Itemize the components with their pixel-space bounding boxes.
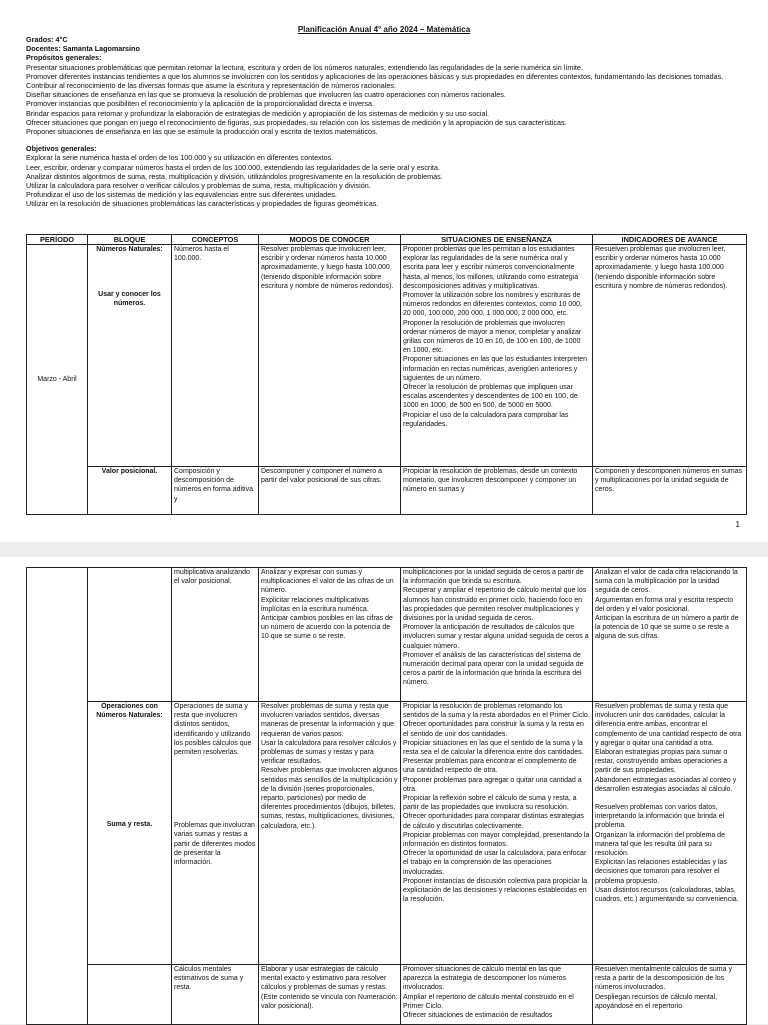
header-block: BLOQUE bbox=[88, 235, 172, 245]
modes-cell bbox=[259, 568, 401, 702]
objective-item: Leer, escribir, ordenar y comparar números hasta el orden de los 100.000, extendiendo las regularidades de la serie oral y escrita. bbox=[26, 162, 440, 172]
situation-item: Promover la utilización sobre los nombres y escrituras de números redondos en diferentes contextos, como 10 000, 20 000, 100 000, 200 000, 1 000 000, 2 000 000, etc. bbox=[403, 292, 582, 318]
purpose-item: Presentar situaciones problemáticas que permitan retomar la lectura, escritura y orden de los números naturales, extendiendo las regularidades de la serie numérica sin límite. bbox=[26, 62, 583, 72]
document-title: Planificación Anual 4° año 2024 – Matemática bbox=[297, 25, 471, 34]
block-title: Operaciones con Números Naturales: bbox=[96, 703, 163, 720]
indicator-item: Explicitan las relaciones establecidas y las decisiones que tomaron para resolver el problema propuesto. bbox=[595, 859, 727, 885]
block-cell bbox=[88, 965, 172, 1025]
indicators-cell bbox=[593, 965, 747, 1025]
block-cell bbox=[88, 245, 172, 467]
intro-section bbox=[26, 35, 746, 209]
period-cell bbox=[27, 568, 88, 1025]
situation-item: Proponer situaciones en las que los estudiantes interpreten información en rectas numéricas, averigüen anteriores y siguientes de un número. bbox=[403, 356, 588, 382]
indicator-item: Abandonen estrategias asociadas al conteo y desarrollen estrategias asociadas al cálculo. bbox=[595, 776, 737, 793]
situation-item: Proponer problemas que les permitan a los estudiantes explorar las regularidades de la serie numérica oral y escrita para leer y escribir números convencionalmente hasta, al menos, los millones, utilizando como estrategia descomposiciones aditivas y multiplicativas. bbox=[403, 246, 579, 290]
situation-item: Propiciar problemas con mayor complejidad, presentando la información en distintos formatos. bbox=[403, 831, 590, 849]
modes-cell bbox=[259, 702, 401, 965]
indicators-cell: Resuelven problemas que involucren leer, escribir y ordenar números hasta 10.000 aproximadamente, y luego hasta 100.000 (teniendo disponible información sobre escritura y nombre de números redondos). bbox=[593, 245, 747, 467]
purposes-heading: Propósitos generales: bbox=[26, 53, 102, 63]
situation-item: Proponer problemas para agregar o quitar una cantidad a otra. bbox=[403, 776, 582, 793]
mode-item: Usar la calculadora para resolver cálculos y problemas de sumas y restas y para verificar resultados. bbox=[261, 739, 397, 766]
objective-item: Utilizar en la resolución de situaciones problemáticas las características y propiedades de figuras geométricas. bbox=[26, 199, 379, 209]
page-number: 1 bbox=[735, 520, 740, 529]
modes-cell: Resolver problemas que involucren leer, escribir y ordenar números hasta 10.000 aproximadamente, y luego hasta 100.000 (teniendo disponible información sobre escritura y nombre de números redondos). bbox=[259, 245, 401, 467]
indicator-item: Argumentan en forma oral y escrita respecto del orden y el valor posicional. bbox=[595, 596, 734, 613]
indicators-cell bbox=[593, 702, 747, 965]
indicator-item: Usan distintos recursos (calculadoras, tablas, cuadros, etc.) argumentando su conveniencia. bbox=[595, 886, 739, 904]
block-subtitle: Suma y resta. bbox=[106, 821, 153, 829]
purpose-item: Contribuir al reconocimiento de las diversas formas que asume la escritura y representación de números racionales. bbox=[26, 81, 396, 91]
situation-item: Ofrecer oportunidades para comparar distintas estrategias de cálculo y discutirlas colectivamente. bbox=[403, 813, 584, 830]
situation-item: Proponer la resolución de problemas que involucren ordenar números de mayor a menor, completar y analizar grillas con números de 10 en 10, de 100 en 100, de 1000 en 1000, etc. bbox=[403, 319, 582, 355]
mode-item: Resolver problemas que involucren algunos sentidos más sencillos de la multiplicación y de la división (series proporcionales, reparto, particiones) por medio de diferentes procedimientos (dibujos, billetes, sumas, restas, multiplicaciones, divisiones, calculadora, etc.). bbox=[261, 767, 398, 830]
block-cell bbox=[88, 702, 172, 965]
situation-item: Ampliar el repertorio de cálculo mental construido en el Primer Ciclo. bbox=[403, 993, 574, 1010]
header-indicators: INDICADORES DE AVANCE bbox=[593, 235, 747, 245]
situation-item: Propiciar la reflexión sobre el cálculo de suma y resta, a partir de las propiedades que involucra su resolución. bbox=[403, 795, 577, 812]
planning-table-page-2 bbox=[26, 567, 747, 1025]
mode-item: Resolver problemas de suma y resta que involucren variados sentidos, diversas maneras de presentar la información y que requieran de varios pasos. bbox=[261, 703, 395, 738]
indicator-item: Resuelven mentalmente cálculos de suma y resta a partir de la descomposición de los números involucrados. bbox=[595, 966, 732, 992]
block-subtitle: Usar y conocer los números. bbox=[98, 291, 161, 308]
situations-cell bbox=[401, 568, 593, 702]
situations-cell: Propiciar la resolución de problemas, desde un contexto monetario, que involucren descomponer y componer un número en sumas y bbox=[401, 467, 593, 515]
situation-item: Promover el análisis de las características del sistema de numeración decimal para operar con la unidad seguida de ceros a partir de la información que brinda la escritura del número. bbox=[403, 651, 584, 687]
situations-cell bbox=[401, 965, 593, 1025]
table-row bbox=[27, 568, 747, 702]
header-situations: SITUACIONES DE ENSEÑANZA bbox=[401, 235, 593, 245]
situation-item: Propiciar el uso de la calculadora para comprobar las regularidades. bbox=[403, 411, 569, 428]
indicator-item: Elaboran estrategias propias para sumar o restar, construyendo ambas operaciones a partir de sus propiedades. bbox=[595, 749, 728, 775]
table-row bbox=[27, 467, 747, 515]
concept-item: Problemas que involucran varias sumas y restas a partir de diferentes modos de presentar la información. bbox=[174, 822, 256, 867]
indicators-cell bbox=[593, 568, 747, 702]
situation-item: Ofrecer situaciones de estimación de resultados bbox=[403, 1012, 553, 1020]
period-cell: Marzo - Abril bbox=[27, 245, 88, 515]
indicator-item: Analizan el valor de cada cifra relacionando la suma con la multiplicación por la unidad seguida de ceros. bbox=[595, 569, 738, 595]
modes-cell: Descomponer y componer el número a partir del valor posicional de sus cifras. bbox=[259, 467, 401, 515]
purpose-item: Ofrecer situaciones que pongan en juego el reconocimiento de figuras, sus propiedades, su relación con los sistemas de medición y la apropiación de sus características. bbox=[26, 117, 567, 127]
concept-cell: Composición y descomposición de números en forma aditiva y bbox=[172, 467, 259, 515]
indicator-item: Despliegan recursos de cálculo mental, apoyándose en el repertorio bbox=[595, 993, 718, 1010]
concept-cell: Cálculos mentales estimativos de suma y resta. bbox=[172, 965, 259, 1025]
objectives-heading: Objetivos generales: bbox=[26, 144, 97, 154]
indicator-item: Resuelven problemas de suma y resta que involucren unir dos cantidades, calcular la diferencia entre ambas, encontrar el complemento de una cantidad respecto de otra y agregar o quitar una cantidad a otra. bbox=[595, 703, 742, 747]
objective-item: Profundizar el uso de los sistemas de medición y las equivalencias entre sus diferentes unidades. bbox=[26, 190, 337, 200]
header-modes: MODOS DE CONOCER bbox=[259, 235, 401, 245]
table-row bbox=[27, 702, 747, 965]
purpose-item: Promover instancias que posibiliten el reconocimiento y la aplicación de la proporcionalidad directa e inversa. bbox=[26, 99, 374, 109]
header-concepts: CONCEPTOS bbox=[172, 235, 259, 245]
block-title: Números Naturales: bbox=[96, 246, 163, 253]
block-cell: Valor posicional. bbox=[88, 467, 172, 515]
situations-cell bbox=[401, 702, 593, 965]
purpose-item: Diseñar situaciones de enseñanza en las que se promueva la resolución de problemas que involucren las cuatro operaciones con números racionales. bbox=[26, 90, 506, 100]
concept-cell: Números hasta el 100.000. bbox=[172, 245, 259, 467]
teachers-line: Docentes: Samanta Lagomarsino bbox=[26, 44, 140, 54]
indicator-item: Resuelven problemas con varios datos, interpretando la información que brinda el problema. bbox=[595, 804, 725, 830]
mode-item: Analizar y expresar con sumas y multiplicaciones el valor de las cifras de un número. bbox=[261, 569, 394, 595]
situation-item: Ofrecer la oportunidad de usar la calculadora, para enfocar el trabajo en la comprensión de las operaciones involucradas. bbox=[403, 850, 587, 876]
concept-item: Operaciones de suma y resta que involucren distintos sentidos, identificando y utilizando los posibles cálculos que permiten resolverlas. bbox=[174, 703, 252, 757]
table-header-row bbox=[27, 235, 747, 245]
situation-item: multiplicaciones por la unidad seguida de ceros a partir de la información que brinda su escritura. bbox=[403, 569, 584, 586]
situation-item: Promover situaciones de cálculo mental en las que aparezca la estrategia de descomponer los números involucrados. bbox=[403, 966, 567, 992]
situation-item: Proponer instancias de discusión colectiva para propiciar la explicitación de las decisiones y relaciones establecidas en la resolución. bbox=[403, 877, 588, 904]
objective-item: Explorar la serie numérica hasta el orden de los 100.000 y su utilización en diferentes contextos. bbox=[26, 153, 334, 163]
concept-cell: multiplicativa analizando el valor posicional. bbox=[172, 568, 259, 702]
situations-cell bbox=[401, 245, 593, 467]
table-row bbox=[27, 965, 747, 1025]
situation-item: Ofrecer oportunidades para construir la suma y la resta en el sentido de unir dos cantidades. bbox=[403, 721, 584, 738]
situation-item: Promover la anticipación de resultados de cálculos que involucren sumar y restar alguna unidad seguida de ceros a cualquier número. bbox=[403, 624, 589, 650]
indicator-item: Organizan la información del problema de manera tal que les resulta útil para su resolución. bbox=[595, 831, 725, 858]
objective-item: Utilizar la calculadora para resolver o verificar cálculos y problemas de suma, resta, multiplicación y división. bbox=[26, 181, 371, 191]
situation-item: Presentar problemas para encontrar el complemento de una cantidad respecto de otra. bbox=[403, 758, 577, 775]
block-cell bbox=[88, 568, 172, 702]
situation-item: Propiciar situaciones en las que el sentido de la suma y la resta sea el de calcular la diferencia entre dos cantidades. bbox=[403, 739, 584, 757]
situation-item: Recuperar y ampliar el repertorio de cálculo mental que los alumnos han construido en primer ciclo, haciendo foco en las propiedades que permiten resolver multiplicaciones y divisiones por la unidad seguida de ceros. bbox=[403, 587, 587, 623]
concept-cell bbox=[172, 702, 259, 965]
indicator-item: Anticipan la escritura de un número a partir de la potencia de 10 que se sume o se reste a alguna de sus cifras. bbox=[595, 615, 739, 641]
situation-item: Propiciar la resolución de problemas retomando los sentidos de la suma y la resta abordados en el Primer Ciclo. bbox=[403, 703, 590, 720]
situation-item: Ofrecer la resolución de problemas que impliquen usar escalas ascendentes y descendentes de 100 en 100, de 1000 en 1000, de 500 en 500, de 5000 en 5000. bbox=[403, 384, 578, 410]
objective-item: Analizar distintos algoritmos de suma, resta, multiplicación y división, utilizándolos progresivamente en la resolución de problemas. bbox=[26, 171, 443, 181]
purpose-item: Proponer situaciones de enseñanza en las que se estimule la producción oral y escrita de textos matemáticos. bbox=[26, 127, 378, 137]
mode-item: Explicitar relaciones multiplicativas implícitas en la escritura numérica. bbox=[261, 596, 369, 613]
indicators-cell: Componen y descomponen números en sumas y multiplicaciones por la unidad seguida de ceros. bbox=[593, 467, 747, 515]
grades-line: Grados: 4°C bbox=[26, 35, 68, 44]
purpose-item: Brindar espacios para retomar y profundizar la elaboración de estrategias de medición y apropiación de los sistemas de medición y su uso social. bbox=[26, 108, 490, 118]
modes-cell: Elaborar y usar estrategias de cálculo mental exacto y estimativo para resolver cálculos y problemas de sumas y restas. (Este contenido se vincula con Numeración: valor posicional). bbox=[259, 965, 401, 1025]
mode-item: Anticipar cambios posibles en las cifras de un número de acuerdo con la potencia de 10 que se sume o se reste. bbox=[261, 615, 393, 641]
planning-table-page-1 bbox=[26, 234, 747, 515]
purpose-item: Promover diferentes instancias tendientes a que los alumnos se involucren con los sentidos y aplicaciones de las operaciones básicas y sus propiedades en diferentes contextos, fundamentando las decisiones tomadas. bbox=[26, 71, 724, 81]
table-row bbox=[27, 245, 747, 467]
header-period: PERÍODO bbox=[27, 235, 88, 245]
